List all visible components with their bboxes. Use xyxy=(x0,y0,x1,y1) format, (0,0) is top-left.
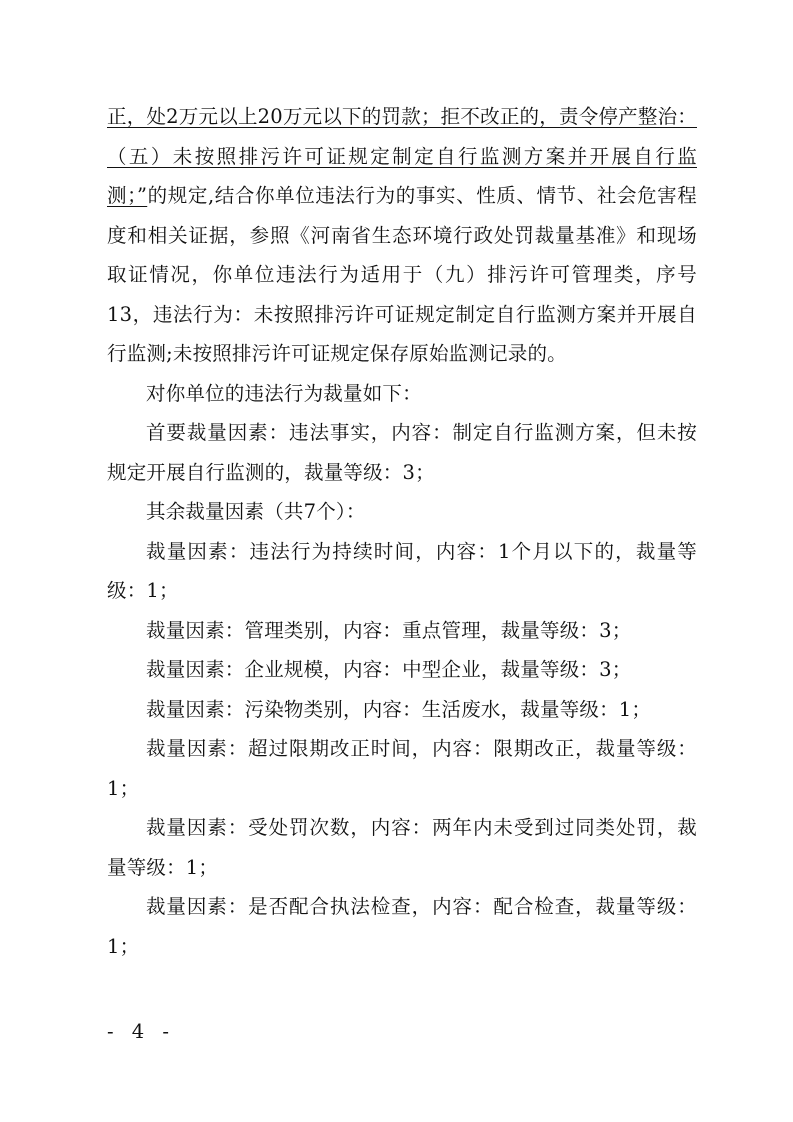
paragraph-factor-penalties: 裁量因素：受处罚次数，内容：两年内未受到过同类处罚，裁量等级：1； xyxy=(107,816,697,879)
paragraph-other-factors-heading: 其余裁量因素（共7个）： xyxy=(146,500,366,523)
paragraph-factor-deadline: 裁量因素：超过限期改正时间，内容：限期改正，裁量等级：1； xyxy=(107,737,697,800)
paragraph-legal-basis xyxy=(107,97,697,374)
underlined-legal-clause: 正，处2万元以上20万元以下的罚款；拒不改正的，责令停产整治：（五）未按照排污许可证规定制定自行监测方案并开展自行监测；” xyxy=(107,105,697,207)
document-body xyxy=(107,97,697,966)
paragraph-text: 的规定,结合你单位违法行为的事实、性质、情节、社会危害程度和相关证据，参照《河南省生态环境行政处罚裁量基准》和现场取证情况，你单位违法行为适用于（九）排污许可管理类，序号13，违法行为：未按照排污许可证规定制定自行监测方案并开展自行监测;未按照排污许可证规定保存原始监测记录的。 xyxy=(107,184,697,365)
paragraph-primary-factor: 首要裁量因素：违法事实，内容：制定自行监测方案，但未按规定开展自行监测的，裁量等级：3； xyxy=(107,421,697,484)
paragraph-factor-management: 裁量因素：管理类别，内容：重点管理，裁量等级：3； xyxy=(146,618,632,642)
page-number: - 4 - xyxy=(107,1020,175,1043)
paragraph-factor-scale: 裁量因素：企业规模，内容：中型企业，裁量等级：3； xyxy=(146,658,632,681)
paragraph-factor-pollutant: 裁量因素：污染物类别，内容：生活废水，裁量等级：1； xyxy=(146,697,652,721)
paragraph-factor-cooperation: 裁量因素：是否配合执法检查，内容：配合检查，裁量等级：1； xyxy=(107,895,697,958)
paragraph-factor-duration: 裁量因素：违法行为持续时间，内容：1个月以下的，裁量等级：1； xyxy=(107,539,697,602)
paragraph-intro: 对你单位的违法行为裁量如下： xyxy=(146,381,422,405)
